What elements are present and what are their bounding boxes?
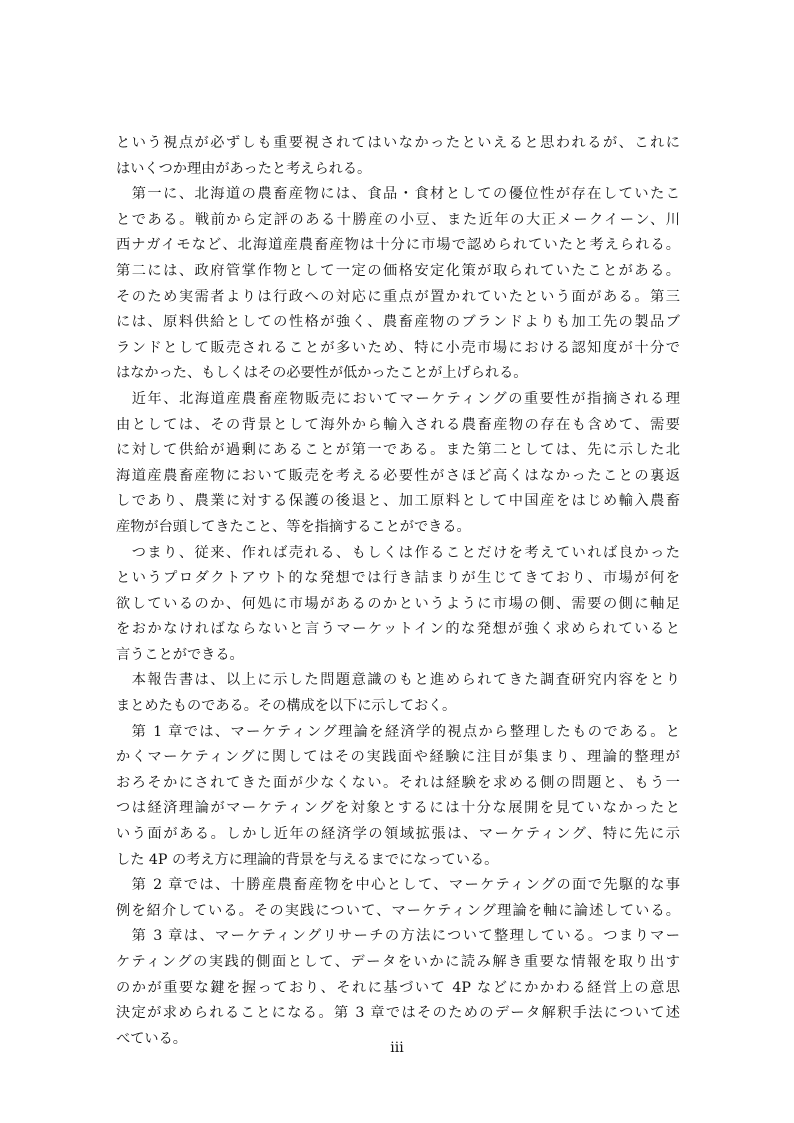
text-line: 欲しているのか、何処に市場があるのかというように市場の側、需要の側に軸足 [116, 595, 680, 612]
text-line: 海道産農畜産物において販売を考える必要性がさほど高くはなかったことの裏返 [116, 467, 680, 484]
text-line: まとめたものである。その構成を以下に示しておく。 [116, 698, 457, 715]
text-line: 例を紹介している。その実践について、マーケティング理論を軸に論述している。 [116, 902, 680, 919]
text-line: 本報告書は、以上に示した問題意識のもと進められてきた調査研究内容をとり [116, 672, 680, 689]
text-line: に対して供給が過剰にあることが第一である。また第二としては、先に示した北 [116, 442, 680, 459]
text-line: 由としては、その背景として海外から輸入される農畜産物の存在も含めて、需要 [116, 416, 680, 433]
text-line: しであり、農業に対する保護の後退と、加工原料として中国産をはじめ輸入農畜 [116, 493, 680, 510]
text-line: ケティングの実践的側面として、データをいかに読み解き重要な情報を取り出す [116, 954, 680, 970]
text-line: のかが重要な鍵を握っており、それに基づいて 4P などにかかわる経営上の意思 [116, 979, 680, 996]
text-line: とである。戦前から定評のある十勝産の小豆、また近年の大正メークイーン、川 [116, 211, 680, 228]
text-line: べている。 [116, 1030, 187, 1047]
page-number: iii [390, 1040, 404, 1056]
text-line: した 4P の考え方に理論的背景を与えるまでになっている。 [116, 851, 499, 868]
text-line: をおかなければならないと言うマーケットイン的な発想が強く求められていると [116, 621, 680, 638]
text-line: おろそかにされてきた面が少なくない。それは経験を求める側の問題と、もう一 [116, 774, 680, 791]
text-line: には、原料供給としての性格が強く、農畜産物のブランドよりも加工先の製品ブ [116, 314, 680, 331]
text-line: 第 2 章では、十勝産農畜産物を中心として、マーケティングの面で先駆的な事 [116, 877, 680, 894]
text-line: はいくつか理由があったと考えられる。 [116, 160, 372, 177]
text-line: ランドとして販売されることが多いため、特に小売市場における認知度が十分で [116, 339, 680, 356]
text-line: はなかった、もしくはその必要性が低かったことが上げられる。 [116, 365, 528, 382]
text-line: 言うことができる。 [116, 646, 244, 663]
text-line: いう面がある。しかし近年の経済学の領域拡張は、マーケティング、特に先に示 [116, 826, 680, 843]
text-line: 第一に、北海道の農畜産物には、食品・食材としての優位性が存在していたこ [116, 186, 680, 203]
text-line: という視点が必ずしも重要視されてはいなかったといえると思われるが、これに [116, 135, 680, 151]
text-line: 第 1 章では、マーケティング理論を経済学的視点から整理したものである。と [116, 723, 680, 740]
body-text [116, 131, 680, 1052]
text-line: 決定が求められることになる。第 3 章ではそのためのデータ解釈手法について述 [116, 1005, 680, 1022]
text-line: 産物が台頭してきたこと、等を指摘することができる。 [116, 518, 471, 535]
text-line: 近年、北海道産農畜産物販売においてマーケティングの重要性が指摘される理 [116, 390, 680, 407]
text-line: 第 3 章は、マーケティングリサーチの方法について整理している。つまりマー [116, 928, 680, 945]
text-line: そのため実需者よりは行政への対応に重点が置かれていたという面がある。第三 [116, 288, 680, 305]
text-line: 西ナガイモなど、北海道産農畜産物は十分に市場で認められていたと考えられる。 [116, 237, 680, 254]
text-line: つまり、従来、作れば売れる、もしくは作ることだけを考えていれば良かった [116, 544, 680, 561]
text-line: かくマーケティングに関してはその実践面や経験に注目が集まり、理論的整理が [116, 749, 680, 766]
text-line: 第二には、政府管掌作物として一定の価格安定化策が取られていたことがある。 [116, 262, 680, 279]
text-line: つは経済理論がマーケティングを対象とするには十分な展開を見ていなかったと [116, 800, 680, 817]
text-line: というプロダクトアウト的な発想では行き詰まりが生じてきており、市場が何を [116, 570, 680, 587]
